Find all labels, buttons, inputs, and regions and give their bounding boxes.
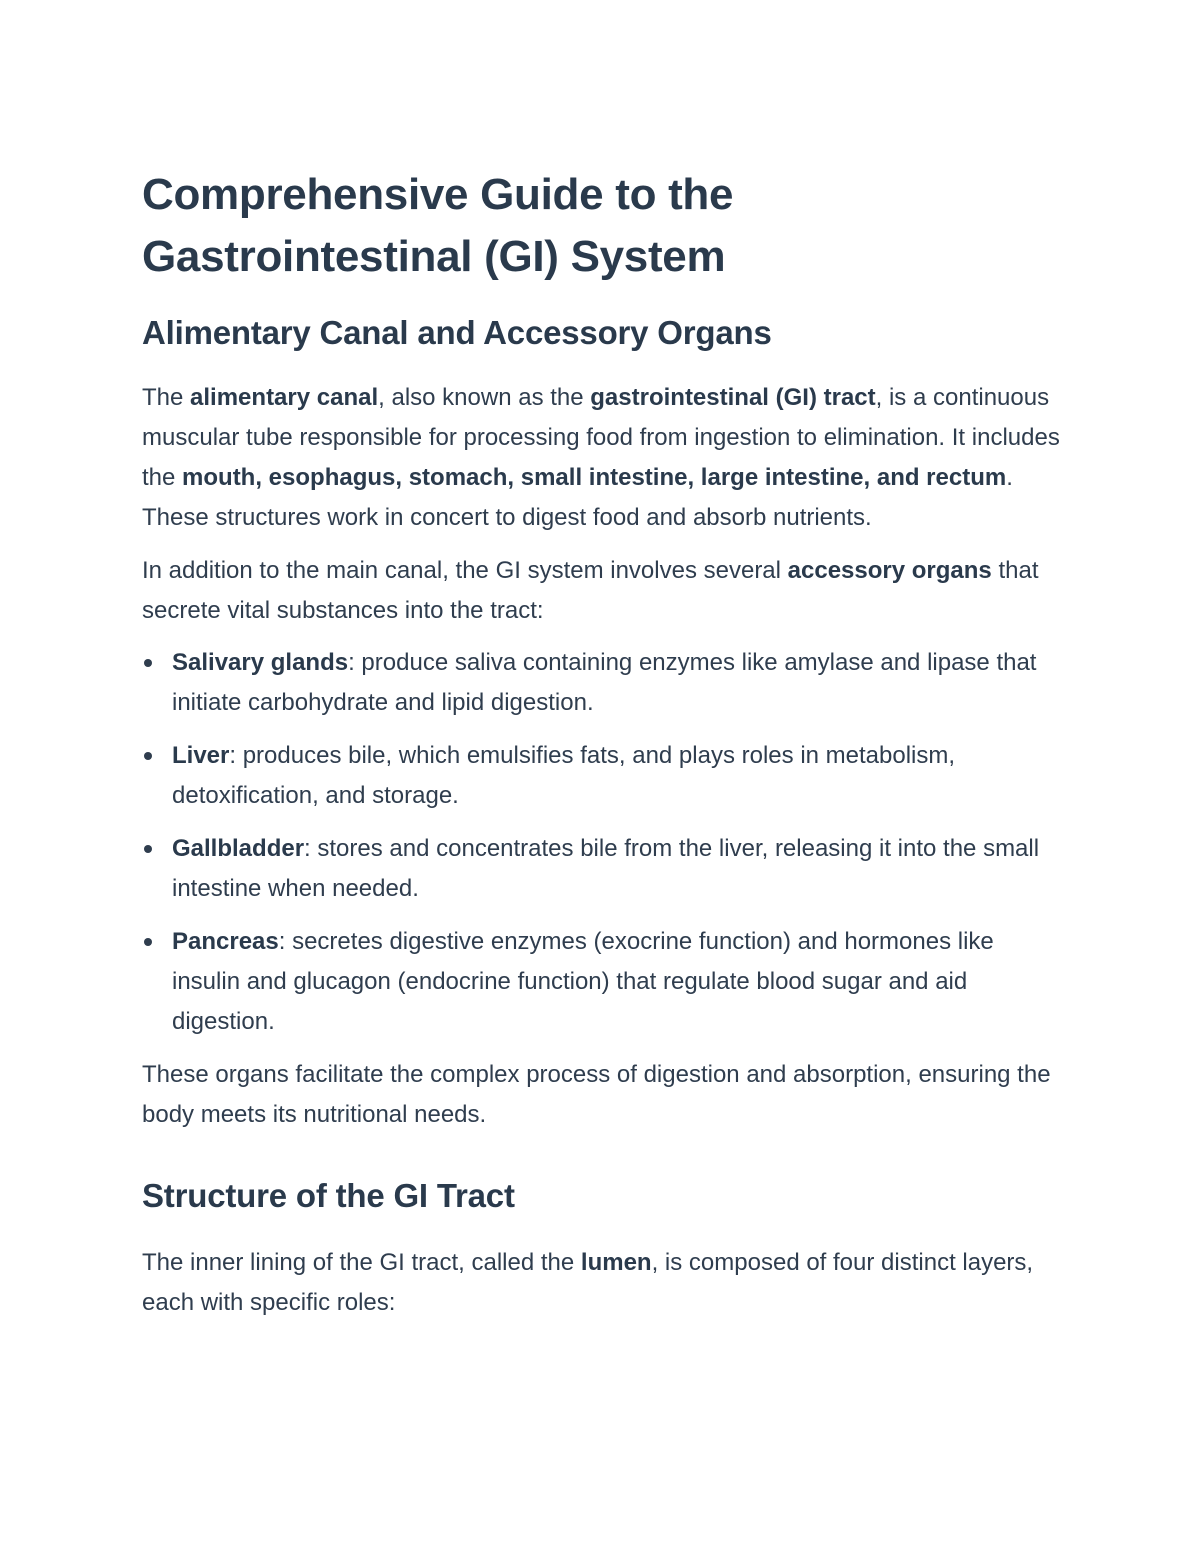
accessory-organs-list — [142, 643, 1062, 1042]
organ-name: Pancreas — [172, 928, 279, 955]
page-title — [142, 164, 1062, 288]
organ-name: Salivary glands — [172, 649, 349, 676]
paragraph-text: . These structures work in concert to digest food and absorb nutrients. — [142, 464, 1013, 531]
paragraph-text: , also known as the — [378, 384, 591, 411]
paragraph-text: , is a continuous muscular tube responsible for processing food from ingestion to elimination. It includes the — [142, 384, 1060, 491]
alimentary-canal-paragraph — [142, 378, 1062, 538]
list-item-pancreas — [142, 922, 1062, 1042]
bold-term: lumen — [580, 1249, 652, 1276]
list-item-salivary-glands — [142, 643, 1062, 723]
list-item-liver — [142, 736, 1062, 816]
bold-term: mouth, esophagus, stomach, small intestine, large intestine, and rectum — [182, 464, 1007, 491]
accessory-organs-intro — [142, 551, 1062, 631]
organ-name: Liver — [172, 742, 230, 769]
bold-term: alimentary canal — [190, 384, 379, 411]
organ-name: Gallbladder — [172, 835, 305, 862]
section-heading-gi-structure: Structure of the GI Tract — [142, 1177, 515, 1214]
document-page — [142, 164, 1062, 1323]
organ-description: : produce saliva containing enzymes like amylase and lipase that initiate carbohydrate and lipid digestion. — [172, 649, 1037, 716]
gi-structure-paragraph — [142, 1243, 1062, 1323]
bold-term: gastrointestinal (GI) tract — [590, 384, 876, 411]
paragraph-text: The inner lining of the GI tract, called the — [142, 1249, 581, 1276]
bullet-icon — [144, 938, 152, 946]
bold-term: accessory organs — [787, 557, 992, 584]
list-item-gallbladder — [142, 829, 1062, 909]
paragraph-text: , is composed of four distinct layers, each with specific roles: — [142, 1249, 1034, 1316]
bullet-icon — [144, 752, 152, 760]
bullet-icon — [144, 845, 152, 853]
section-heading-alimentary-canal: Alimentary Canal and Accessory Organs — [142, 314, 772, 351]
paragraph-text: The — [142, 384, 191, 411]
organs-summary-paragraph: These organs facilitate the complex process of digestion and absorption, ensuring the body meets its nutritional needs. — [142, 1061, 1051, 1128]
paragraph-text: In addition to the main canal, the GI system involves several — [142, 557, 788, 584]
organ-description: : secretes digestive enzymes (exocrine function) and hormones like insulin and glucagon (endocrine function) that regulate blood sugar and aid digestion. — [172, 928, 994, 1035]
organ-description: : produces bile, which emulsifies fats, and plays roles in metabolism, detoxification, and storage. — [172, 742, 956, 809]
page-title-line-2: Gastrointestinal (GI) System — [142, 232, 726, 281]
organ-description: : stores and concentrates bile from the liver, releasing it into the small intestine when needed. — [172, 835, 1040, 902]
page-title-line-1: Comprehensive Guide to the — [142, 170, 734, 219]
bullet-icon — [144, 659, 152, 667]
paragraph-text: that secrete vital substances into the tract: — [142, 557, 1039, 624]
